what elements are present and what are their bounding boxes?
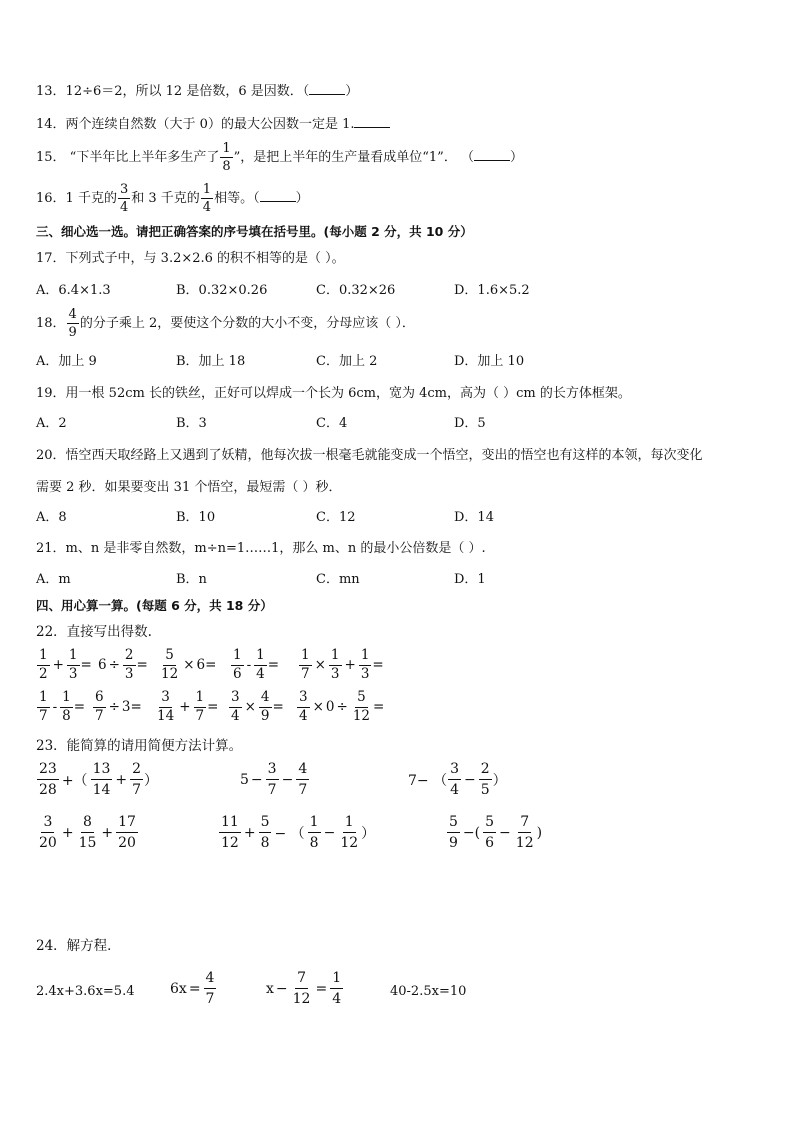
q22-expr: $\frac{3}{4}$ × $\frac{4}{9}$ = <box>231 689 284 724</box>
option-a[interactable]: A．加上 9 <box>36 354 97 369</box>
question-15: 15． “下半年比上半年多生产了 $\frac{1}{8}$ ”，是把上半年的生产量看成单位“1”． （ ） <box>36 141 523 174</box>
q24-equation: 2.4x+3.6x=5.4 <box>36 984 135 999</box>
option-d[interactable]: D．1.6×5.2 <box>454 283 530 298</box>
q23-expr: $\frac{23}{28}$ +（ $\frac{13}{14}$ + $\frac{2}{7}$ ） <box>39 761 159 798</box>
option-b[interactable]: B．10 <box>176 510 216 525</box>
section-3-heading: 三、细心选一选。请把正确答案的序号填在括号里。(每小题 2 分，共 10 分） <box>36 224 473 239</box>
option-d[interactable]: D．14 <box>454 510 494 525</box>
question-21: 21．m、n 是非零自然数，m÷n=1……1，那么 m、n 的最小公倍数是（ ）. <box>36 541 486 556</box>
option-b[interactable]: B．加上 18 <box>176 354 246 369</box>
option-a[interactable]: A．6.4×1.3 <box>36 283 111 298</box>
option-a[interactable]: A．2 <box>36 416 67 431</box>
option-c[interactable]: C．加上 2 <box>316 354 378 369</box>
q24-equation: 40-2.5x=10 <box>390 984 467 999</box>
fraction: $\frac{3}{4}$ <box>119 182 129 215</box>
fraction: $\frac{1}{8}$ <box>222 141 231 174</box>
question-20-line-1: 20．悟空西天取经路上又遇到了妖精，他每次拔一根毫毛就能变成一个悟空，变出的悟空也有这样的本领，每次变化 <box>36 448 703 463</box>
option-d[interactable]: D．5 <box>454 416 486 431</box>
question-20-line-2: 需要 2 秒．如果要变出 31 个悟空，最短需（ ）秒． <box>36 480 342 495</box>
question-14: 14．两个连续自然数（大于 0）的最大公因数一定是 1. <box>36 115 390 134</box>
q23-expr: $\frac{5}{9}$ −( $\frac{5}{6}$ − $\frac{7}{12}$ ) <box>449 814 543 851</box>
section-4-heading: 四、用心算一算。(每题 6 分，共 18 分） <box>36 598 273 613</box>
option-c[interactable]: C．mn <box>316 572 360 587</box>
answer-blank-15[interactable] <box>474 148 510 161</box>
q22-expr: $\frac{5}{12}$ × 6= <box>161 647 217 682</box>
q22-expr: $\frac{1}{7}$ - $\frac{1}{8}$ = <box>39 689 86 724</box>
q22-expr: $\frac{1}{2}$ + $\frac{1}{3}$ = <box>39 647 92 682</box>
option-d[interactable]: D．加上 10 <box>454 354 525 369</box>
option-b[interactable]: B．0.32×0.26 <box>176 283 268 298</box>
q22-expr: $\frac{6}{7}$ ÷ 3= <box>95 689 142 724</box>
q23-expr: 7− （ $\frac{3}{4}$ − $\frac{2}{5}$ ） <box>408 761 507 798</box>
q22-expr: $\frac{3}{4}$ × 0 ÷ $\frac{5}{12}$ = <box>299 689 385 724</box>
option-c[interactable]: C．4 <box>316 416 348 431</box>
q23-expr: 5 − $\frac{3}{7}$ − $\frac{4}{7}$ <box>240 761 308 798</box>
question-13: 13．12÷6＝2，所以 12 是倍数，6 是因数．（ ） <box>36 84 359 99</box>
answer-blank-16[interactable] <box>260 189 296 202</box>
option-b[interactable]: B．3 <box>176 416 207 431</box>
fraction: $\frac{1}{4}$ <box>202 182 212 215</box>
question-22-title: 22．直接写出得数. <box>36 624 152 640</box>
q24-equation: 6x = $\frac{4}{7}$ <box>170 970 215 1007</box>
option-c[interactable]: C．12 <box>316 510 356 525</box>
answer-blank-14[interactable] <box>354 115 390 128</box>
answer-blank-13[interactable] <box>309 82 345 95</box>
option-d[interactable]: D．1 <box>454 572 486 587</box>
q23-expr: $\frac{3}{20}$ + $\frac{8}{15}$ + $\frac{17}{20}$ <box>39 814 136 851</box>
question-23-title: 23．能简算的请用简便方法计算。 <box>36 738 243 754</box>
q22-expr: $\frac{3}{14}$ + $\frac{1}{7}$ = <box>157 689 219 724</box>
question-16: 16．1 千克的 $\frac{3}{4}$ 和 3 千克的 $\frac{1}{4}$ 相等。（ ） <box>36 182 309 215</box>
q24-equation: x − $\frac{7}{12}$ = $\frac{1}{4}$ <box>266 970 342 1007</box>
option-b[interactable]: B．n <box>176 572 207 587</box>
fraction: $\frac{4}{9}$ <box>68 307 77 340</box>
option-a[interactable]: A．8 <box>36 510 67 525</box>
option-c[interactable]: C．0.32×26 <box>316 283 396 298</box>
question-18: 18． $\frac{4}{9}$ 的分子乘上 2，要使这个分数的大小不变，分母应该（ ）． <box>36 307 415 340</box>
q23-expr: $\frac{11}{12}$ + $\frac{5}{8}$ − （ $\frac{1}{8}$ − $\frac{1}{12}$ ） <box>221 814 376 851</box>
option-a[interactable]: A．m <box>36 572 71 587</box>
question-24-title: 24．解方程． <box>36 938 121 954</box>
question-19: 19．用一根 52cm 长的铁丝，正好可以焊成一个长为 6cm，宽为 4cm，高为（ ）cm 的长方体框架。 <box>36 386 631 401</box>
q22-expr: $\frac{1}{7}$ × $\frac{1}{3}$ + $\frac{1}{3}$ = <box>301 647 384 682</box>
question-17: 17．下列式子中，与 3.2×2.6 的积不相等的是（ ）。 <box>36 251 345 266</box>
q22-expr: $\frac{1}{6}$ - $\frac{1}{4}$ = <box>233 647 280 682</box>
q22-expr: 6 ÷ $\frac{2}{3}$ = <box>98 647 148 682</box>
